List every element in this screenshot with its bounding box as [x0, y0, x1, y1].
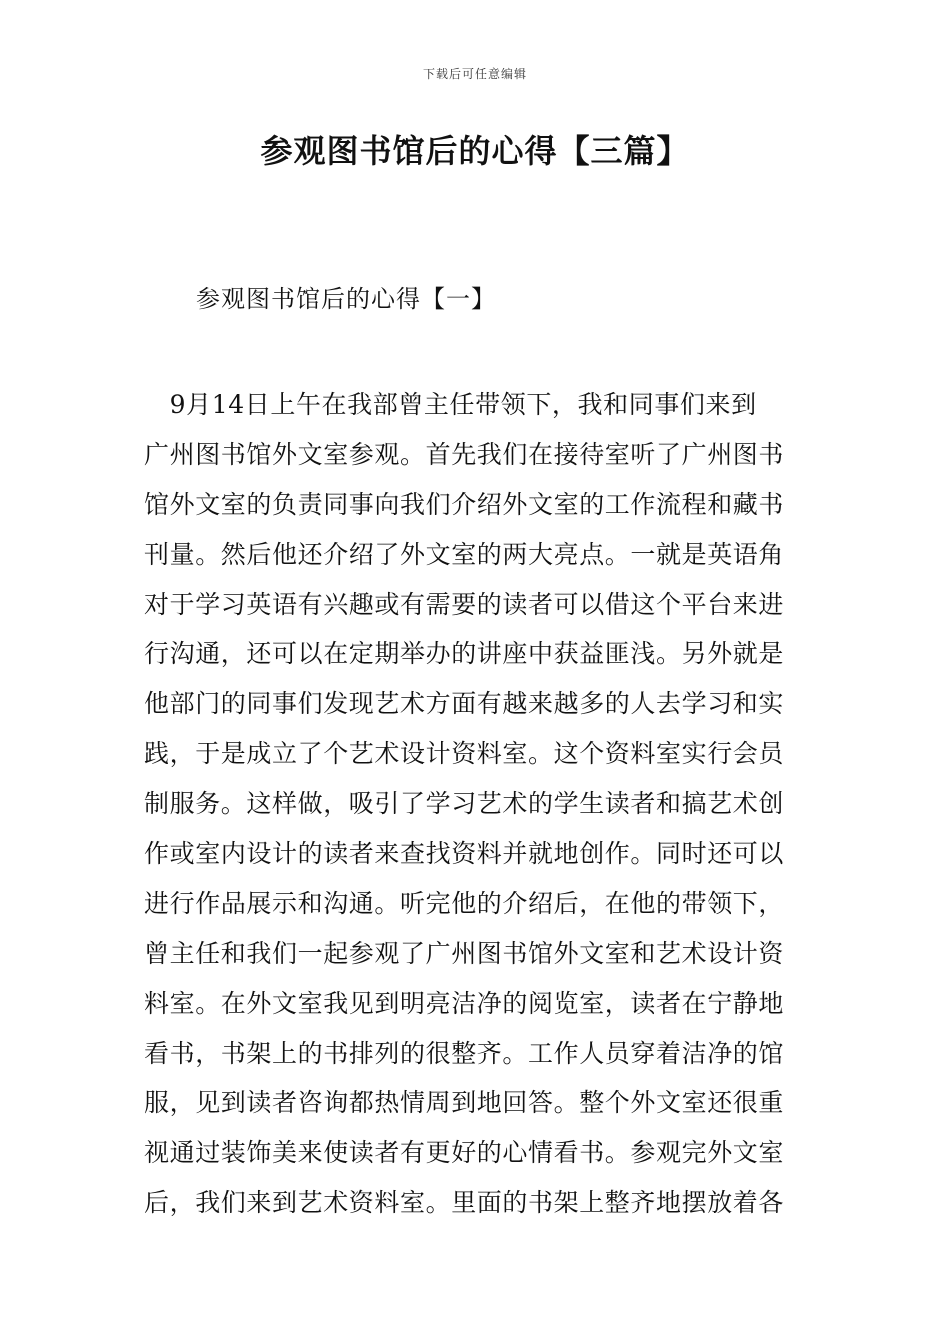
body-line: 他部门的同事们发现艺术方面有越来越多的人去学习和实	[144, 689, 785, 719]
body-line: 服，见到读者咨询都热情周到地回答。整个外文室还很重	[144, 1088, 785, 1118]
header-note: 下载后可任意编辑	[422, 67, 527, 81]
body-line: 行沟通，还可以在定期举办的讲座中获益匪浅。另外就是	[144, 639, 785, 669]
body-line: 广州图书馆外文室参观。首先我们在接待室听了广州图书	[144, 439, 785, 469]
body-line: 制服务。这样做，吸引了学习艺术的学生读者和搞艺术创	[144, 789, 785, 819]
body-line: 看书，书架上的书排列的很整齐。工作人员穿着洁净的馆	[144, 1038, 785, 1068]
body-line: 作或室内设计的读者来查找资料并就地创作。同时还可以	[144, 839, 785, 869]
section-heading: 参观图书馆后的心得【一】	[196, 285, 496, 313]
body-line: 馆外文室的负责同事向我们介绍外文室的工作流程和藏书	[144, 489, 785, 519]
body-line: 刊量。然后他还介绍了外文室的两大亮点。一就是英语角	[144, 539, 785, 569]
body-line: 践，于是成立了个艺术设计资料室。这个资料室实行会员	[144, 739, 785, 769]
body-paragraph	[144, 380, 808, 1228]
body-line: 对于学习英语有兴趣或有需要的读者可以借这个平台来进	[144, 589, 785, 619]
document-title: 参观图书馆后的心得【三篇】	[260, 132, 690, 170]
body-line: 料室。在外文室我见到明亮洁净的阅览室，读者在宁静地	[144, 988, 785, 1018]
body-line: 进行作品展示和沟通。听完他的介绍后，在他的带领下，	[144, 888, 785, 918]
body-line: 9月14日上午在我部曾主任带领下，我和同事们来到	[144, 390, 757, 419]
body-line: 视通过装饰美来使读者有更好的心情看书。参观完外文室	[144, 1138, 785, 1168]
body-line: 曾主任和我们一起参观了广州图书馆外文室和艺术设计资	[144, 938, 785, 968]
body-line: 后，我们来到艺术资料室。里面的书架上整齐地摆放着各	[144, 1188, 785, 1218]
